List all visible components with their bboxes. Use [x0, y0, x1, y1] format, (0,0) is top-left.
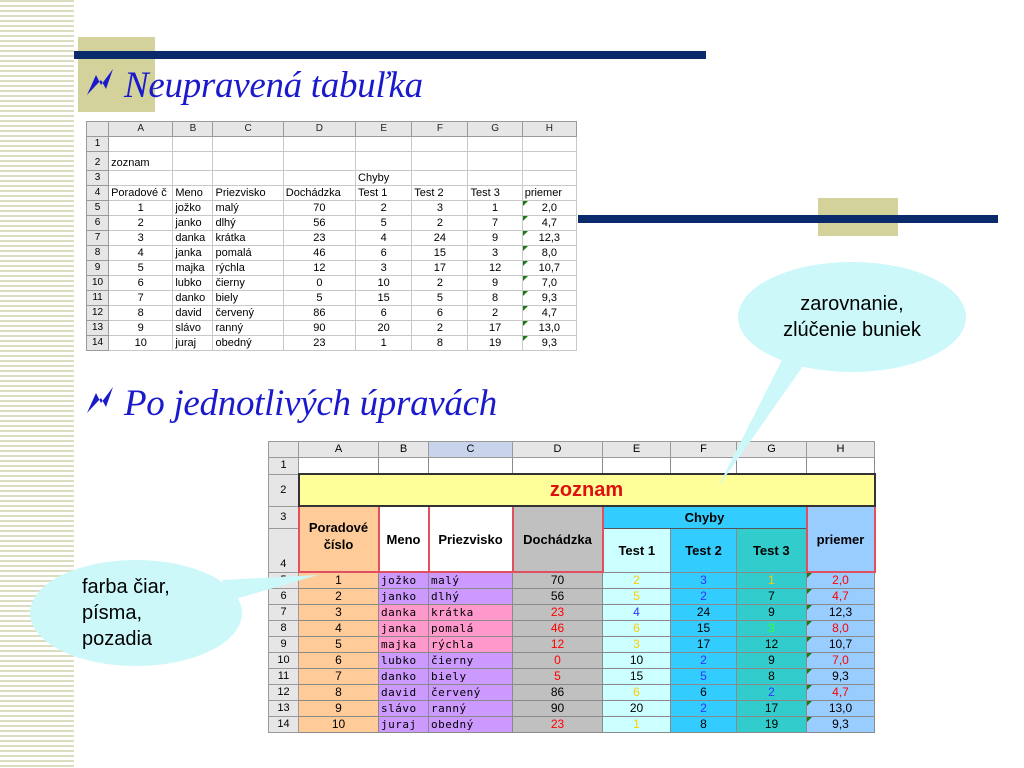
- table-cell[interactable]: 1: [737, 572, 807, 589]
- table-cell[interactable]: 56: [283, 216, 355, 231]
- row-number[interactable]: 9: [87, 261, 109, 276]
- table-cell[interactable]: 4,7: [522, 306, 576, 321]
- header-cell[interactable]: Priezvisko: [213, 186, 283, 201]
- table-cell[interactable]: 12: [513, 637, 603, 653]
- title-text-2: Po jednotlivých úpravách: [124, 383, 497, 424]
- table-cell[interactable]: 3: [356, 261, 412, 276]
- table-cell[interactable]: 2: [603, 572, 671, 589]
- header-priemer[interactable]: priemer: [807, 506, 875, 572]
- header-cell[interactable]: Test 2: [412, 186, 468, 201]
- table-cell[interactable]: 56: [513, 589, 603, 605]
- table-cell[interactable]: 19: [468, 336, 522, 351]
- table-cell[interactable]: dlhý: [429, 589, 513, 605]
- table-cell[interactable]: 23: [283, 231, 355, 246]
- table-cell[interactable]: 7: [468, 216, 522, 231]
- table-cell[interactable]: obedný: [213, 336, 283, 351]
- table-cell[interactable]: 15: [603, 669, 671, 685]
- table-cell[interactable]: 8: [671, 717, 737, 733]
- column-header[interactable]: B: [173, 122, 213, 137]
- table-cell[interactable]: 3: [603, 637, 671, 653]
- row-number[interactable]: 6: [269, 589, 299, 605]
- table-cell[interactable]: lubko: [379, 653, 429, 669]
- column-header[interactable]: F: [671, 442, 737, 458]
- table-cell[interactable]: 9,3: [807, 717, 875, 733]
- header-test1[interactable]: Test 1: [603, 528, 671, 572]
- table-cell[interactable]: 7: [109, 291, 173, 306]
- header-test3[interactable]: Test 3: [737, 528, 807, 572]
- table-cell[interactable]: 12: [737, 637, 807, 653]
- table-cell[interactable]: rýchla: [213, 261, 283, 276]
- table-cell[interactable]: 9: [299, 701, 379, 717]
- table-cell[interactable]: 10: [603, 653, 671, 669]
- table-cell[interactable]: krátka: [429, 605, 513, 621]
- table-cell[interactable]: danka: [379, 605, 429, 621]
- table-cell[interactable]: 1: [356, 336, 412, 351]
- table-cell[interactable]: juraj: [173, 336, 213, 351]
- table-cell[interactable]: 2: [468, 306, 522, 321]
- column-header[interactable]: G: [737, 442, 807, 458]
- table-cell[interactable]: 20: [356, 321, 412, 336]
- header-poradove[interactable]: Poradové číslo: [299, 506, 379, 572]
- table-cell[interactable]: 2: [412, 216, 468, 231]
- header-cell[interactable]: Test 3: [468, 186, 522, 201]
- table-cell[interactable]: 4,7: [522, 216, 576, 231]
- table-cell[interactable]: 2: [671, 589, 737, 605]
- table-cell[interactable]: 5: [299, 637, 379, 653]
- table-cell[interactable]: biely: [213, 291, 283, 306]
- table-cell[interactable]: obedný: [429, 717, 513, 733]
- row-number[interactable]: 7: [269, 605, 299, 621]
- table-cell[interactable]: 17: [468, 321, 522, 336]
- table-cell[interactable]: 90: [513, 701, 603, 717]
- table-cell[interactable]: 2: [412, 321, 468, 336]
- table-cell[interactable]: jožko: [173, 201, 213, 216]
- table-cell[interactable]: 6: [603, 685, 671, 701]
- table-cell[interactable]: janka: [379, 621, 429, 637]
- column-header[interactable]: C: [429, 442, 513, 458]
- table-cell[interactable]: 12,3: [522, 231, 576, 246]
- header-test2[interactable]: Test 2: [671, 528, 737, 572]
- table-cell[interactable]: 5: [513, 669, 603, 685]
- row-number[interactable]: 11: [87, 291, 109, 306]
- table-cell[interactable]: 90: [283, 321, 355, 336]
- table-cell[interactable]: 19: [737, 717, 807, 733]
- table-cell[interactable]: červený: [429, 685, 513, 701]
- table-cell[interactable]: juraj: [379, 717, 429, 733]
- table-cell[interactable]: janko: [379, 589, 429, 605]
- header-priezvisko[interactable]: Priezvisko: [429, 506, 513, 572]
- header-cell[interactable]: priemer: [522, 186, 576, 201]
- row-number[interactable]: 8: [87, 246, 109, 261]
- header-dochadzka[interactable]: Dochádzka: [513, 506, 603, 572]
- table-cell[interactable]: 17: [412, 261, 468, 276]
- table-cell[interactable]: 12: [468, 261, 522, 276]
- table-cell[interactable]: dlhý: [213, 216, 283, 231]
- table-cell[interactable]: 12: [283, 261, 355, 276]
- table-cell[interactable]: 4: [109, 246, 173, 261]
- table-cell[interactable]: 8: [109, 306, 173, 321]
- table-cell[interactable]: 0: [283, 276, 355, 291]
- table-cell[interactable]: 9: [468, 231, 522, 246]
- row-number[interactable]: 10: [269, 653, 299, 669]
- column-header[interactable]: D: [283, 122, 355, 137]
- row-number[interactable]: 10: [87, 276, 109, 291]
- table-cell[interactable]: 2,0: [807, 572, 875, 589]
- callout-merge-text: zarovnanie, zlúčenie buniek: [783, 293, 921, 341]
- table-cell[interactable]: čierny: [429, 653, 513, 669]
- table-cell[interactable]: 24: [412, 231, 468, 246]
- table-cell[interactable]: 3: [412, 201, 468, 216]
- table-cell[interactable]: pomalá: [429, 621, 513, 637]
- table-cell[interactable]: 46: [283, 246, 355, 261]
- table-cell[interactable]: 6: [671, 685, 737, 701]
- table-cell[interactable]: 2: [109, 216, 173, 231]
- table-cell[interactable]: 3: [737, 621, 807, 637]
- table-cell[interactable]: 4: [356, 231, 412, 246]
- row-number[interactable]: 9: [269, 637, 299, 653]
- table-cell[interactable]: 9,3: [522, 291, 576, 306]
- table-cell[interactable]: slávo: [379, 701, 429, 717]
- row-number[interactable]: 1: [87, 137, 109, 152]
- table-cell[interactable]: majka: [379, 637, 429, 653]
- table-cell[interactable]: 2: [737, 685, 807, 701]
- table-cell[interactable]: 86: [283, 306, 355, 321]
- header-cell[interactable]: Poradové č: [109, 186, 173, 201]
- column-header[interactable]: B: [379, 442, 429, 458]
- header-cell[interactable]: Meno: [173, 186, 213, 201]
- row-number[interactable]: 2: [87, 152, 109, 171]
- row-number[interactable]: 12: [269, 685, 299, 701]
- table-cell[interactable]: rýchla: [429, 637, 513, 653]
- table-cell[interactable]: 20: [603, 701, 671, 717]
- table-cell[interactable]: 5: [603, 589, 671, 605]
- table-cell[interactable]: ranný: [213, 321, 283, 336]
- table-cell[interactable]: 3: [299, 605, 379, 621]
- row-number[interactable]: 14: [269, 717, 299, 733]
- table-cell[interactable]: 9: [737, 605, 807, 621]
- title-text-1: Neupravená tabuľka: [124, 65, 423, 106]
- row-number[interactable]: 3: [269, 506, 299, 528]
- group-header-cell[interactable]: Chyby: [356, 171, 412, 186]
- table-cell[interactable]: 4,7: [807, 685, 875, 701]
- table-cell[interactable]: 12,3: [807, 605, 875, 621]
- table-cell[interactable]: 7,0: [522, 276, 576, 291]
- table-cell[interactable]: pomalá: [213, 246, 283, 261]
- table-cell[interactable]: slávo: [173, 321, 213, 336]
- column-header[interactable]: C: [213, 122, 283, 137]
- table-cell[interactable]: majka: [173, 261, 213, 276]
- table-cell[interactable]: 23: [513, 605, 603, 621]
- callout-colors-text: farba čiar, písma, pozadia: [82, 576, 170, 650]
- column-header[interactable]: F: [412, 122, 468, 137]
- table-cell[interactable]: 6: [356, 246, 412, 261]
- table-cell[interactable]: 10,7: [522, 261, 576, 276]
- table-cell[interactable]: 4: [299, 621, 379, 637]
- table-cell[interactable]: 3: [109, 231, 173, 246]
- row-number[interactable]: 7: [87, 231, 109, 246]
- table-cell[interactable]: 1: [109, 201, 173, 216]
- row-number[interactable]: 4: [269, 528, 299, 572]
- row-number[interactable]: 3: [87, 171, 109, 186]
- table-cell[interactable]: 7,0: [807, 653, 875, 669]
- row-number[interactable]: 13: [269, 701, 299, 717]
- table-cell[interactable]: 5: [109, 261, 173, 276]
- table-cell[interactable]: malý: [429, 572, 513, 589]
- table-title-cell[interactable]: zoznam: [109, 152, 173, 171]
- table-cell[interactable]: 10,7: [807, 637, 875, 653]
- row-number[interactable]: 11: [269, 669, 299, 685]
- row-number[interactable]: 6: [87, 216, 109, 231]
- table-cell[interactable]: červený: [213, 306, 283, 321]
- table-cell[interactable]: 1: [299, 572, 379, 589]
- table-cell[interactable]: 15: [356, 291, 412, 306]
- table-cell[interactable]: 9: [468, 276, 522, 291]
- table-cell[interactable]: 15: [412, 246, 468, 261]
- table-cell[interactable]: krátka: [213, 231, 283, 246]
- row-number[interactable]: 2: [269, 474, 299, 506]
- table-cell[interactable]: 6: [299, 653, 379, 669]
- table-cell[interactable]: 8,0: [522, 246, 576, 261]
- table-cell[interactable]: 70: [283, 201, 355, 216]
- column-header[interactable]: H: [807, 442, 875, 458]
- table-cell[interactable]: 2: [299, 589, 379, 605]
- table-cell[interactable]: lubko: [173, 276, 213, 291]
- table-cell[interactable]: 2: [671, 653, 737, 669]
- table-cell[interactable]: 3: [671, 572, 737, 589]
- table-cell[interactable]: 7: [299, 669, 379, 685]
- row-number[interactable]: 13: [87, 321, 109, 336]
- table-cell[interactable]: janka: [173, 246, 213, 261]
- table-cell[interactable]: 70: [513, 572, 603, 589]
- column-header[interactable]: D: [513, 442, 603, 458]
- table-cell[interactable]: 1: [468, 201, 522, 216]
- table-cell[interactable]: janko: [173, 216, 213, 231]
- column-header[interactable]: H: [522, 122, 576, 137]
- table-cell[interactable]: 24: [671, 605, 737, 621]
- table-cell[interactable]: 7: [737, 589, 807, 605]
- table-cell[interactable]: 8: [737, 669, 807, 685]
- table-cell[interactable]: 9,3: [522, 336, 576, 351]
- table-cell[interactable]: 2,0: [522, 201, 576, 216]
- table-cell[interactable]: 9: [737, 653, 807, 669]
- table-cell[interactable]: 2: [412, 276, 468, 291]
- table-cell[interactable]: 8: [299, 685, 379, 701]
- table-cell[interactable]: 10: [356, 276, 412, 291]
- table-cell[interactable]: 6: [109, 276, 173, 291]
- table-cell[interactable]: danka: [173, 231, 213, 246]
- table-cell[interactable]: 9,3: [807, 669, 875, 685]
- table-cell[interactable]: 8,0: [807, 621, 875, 637]
- column-header[interactable]: E: [356, 122, 412, 137]
- table-cell[interactable]: 86: [513, 685, 603, 701]
- row-number[interactable]: 1: [269, 458, 299, 475]
- row-number[interactable]: 12: [87, 306, 109, 321]
- table-cell[interactable]: 9: [109, 321, 173, 336]
- table-cell[interactable]: 1: [603, 717, 671, 733]
- table-cell[interactable]: 4: [603, 605, 671, 621]
- table-cell[interactable]: david: [379, 685, 429, 701]
- table-cell[interactable]: 23: [283, 336, 355, 351]
- table-cell[interactable]: 4,7: [807, 589, 875, 605]
- table-cell[interactable]: 23: [513, 717, 603, 733]
- table-cell[interactable]: 5: [283, 291, 355, 306]
- table-cell[interactable]: 2: [671, 701, 737, 717]
- row-number[interactable]: 8: [269, 621, 299, 637]
- table-title-cell[interactable]: zoznam: [299, 474, 875, 506]
- table-cell[interactable]: danko: [173, 291, 213, 306]
- column-header[interactable]: E: [603, 442, 671, 458]
- column-header[interactable]: A: [109, 122, 173, 137]
- table-cell[interactable]: malý: [213, 201, 283, 216]
- table-cell[interactable]: 15: [671, 621, 737, 637]
- table-cell[interactable]: 3: [468, 246, 522, 261]
- header-cell[interactable]: Dochádzka: [283, 186, 355, 201]
- header-meno[interactable]: Meno: [379, 506, 429, 572]
- table-cell[interactable]: 8: [468, 291, 522, 306]
- table-cell[interactable]: biely: [429, 669, 513, 685]
- table-cell[interactable]: 6: [356, 306, 412, 321]
- row-number[interactable]: 14: [87, 336, 109, 351]
- callout-merge-pointer: [718, 352, 806, 487]
- table-cell[interactable]: ranný: [429, 701, 513, 717]
- table-cell[interactable]: čierny: [213, 276, 283, 291]
- table-cell[interactable]: 2: [356, 201, 412, 216]
- group-header-chyby[interactable]: Chyby: [603, 506, 807, 528]
- table-cell[interactable]: 13,0: [522, 321, 576, 336]
- table-cell[interactable]: 17: [671, 637, 737, 653]
- callout-colors: [30, 560, 242, 666]
- table-cell[interactable]: jožko: [379, 572, 429, 589]
- column-header[interactable]: G: [468, 122, 522, 137]
- column-header[interactable]: A: [299, 442, 379, 458]
- table-cell[interactable]: 5: [671, 669, 737, 685]
- table-cell[interactable]: 6: [412, 306, 468, 321]
- table-cell[interactable]: 13,0: [807, 701, 875, 717]
- table-cell[interactable]: 17: [737, 701, 807, 717]
- table-cell[interactable]: 0: [513, 653, 603, 669]
- table-cell[interactable]: david: [173, 306, 213, 321]
- row-number[interactable]: 4: [87, 186, 109, 201]
- header-cell[interactable]: Test 1: [356, 186, 412, 201]
- table-cell[interactable]: 5: [412, 291, 468, 306]
- table-cell[interactable]: 10: [299, 717, 379, 733]
- table-cell[interactable]: 8: [412, 336, 468, 351]
- table-cell[interactable]: 6: [603, 621, 671, 637]
- table-cell[interactable]: danko: [379, 669, 429, 685]
- table-cell[interactable]: 5: [356, 216, 412, 231]
- row-number[interactable]: 5: [87, 201, 109, 216]
- table-cell[interactable]: 10: [109, 336, 173, 351]
- table-cell[interactable]: 46: [513, 621, 603, 637]
